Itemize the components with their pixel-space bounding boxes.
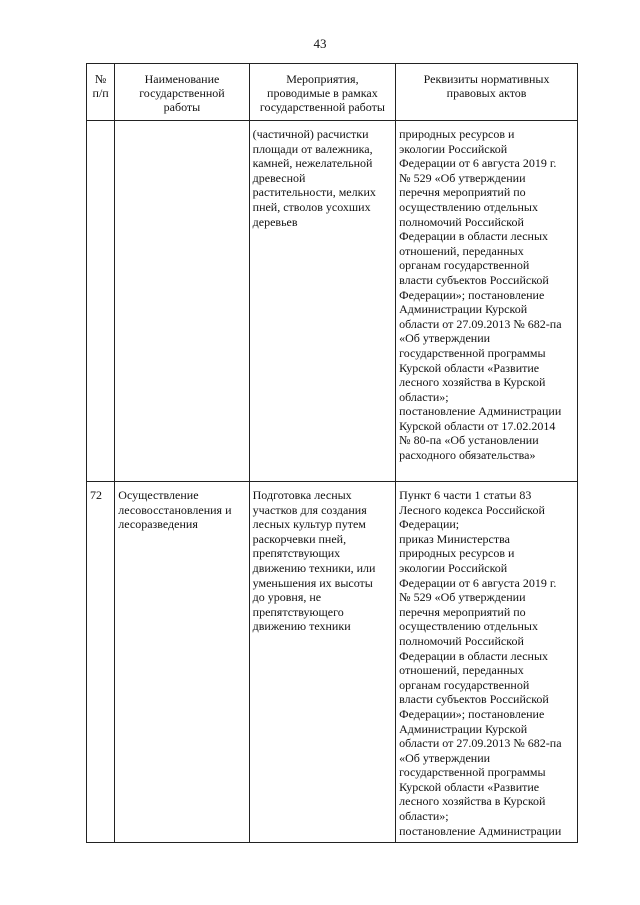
row-name: [115, 121, 249, 482]
header-regulations: Реквизиты нормативных правовых актов: [396, 64, 578, 121]
regulations-table: [86, 63, 578, 843]
row-regulations: природных ресурсов и экологии Российской Федерации от 6 августа 2019 г. № 529 «Об утверждении перечня мероприятий по осуществлению отдельных полномочий Российской Федерации в области лесных отношений, переданных органам государственной власти субъектов Российской Федерации»; постановление Администрации Курской области от 27.09.2013 № 682-па «Об утверждении государственной программы Курской области «Развитие лесного хозяйства в Курской области»; постановление Администрации Курской области от 17.02.2014 № 80-па «Об установлении расходного обязательства»: [396, 121, 578, 482]
row-regulations: Пункт 6 части 1 статьи 83 Лесного кодекса Российской Федерации; приказ Министерства природных ресурсов и экологии Российской Федерации от 6 августа 2019 г. № 529 «Об утверждении перечня мероприятий по осуществлению отдельных полномочий Российской Федерации в области лесных отношений, переданных органам государственной власти субъектов Российской Федерации»; постановление Администрации Курской области от 27.09.2013 № 682-па «Об утверждении государственной программы Курской области «Развитие лесного хозяйства в Курской области»; постановление Администрации: [396, 482, 578, 843]
row-name: Осуществление лесовосстановления и лесоразведения: [115, 482, 249, 843]
table-header-row: [87, 64, 578, 121]
row-num: 72: [87, 482, 115, 843]
table-row: [87, 121, 578, 482]
row-num: [87, 121, 115, 482]
row-activities: (частичной) расчистки площади от валежника, камней, нежелательной древесной растительности, мелких пней, стволов усохших деревьев: [249, 121, 395, 482]
row-activities: Подготовка лесных участков для создания лесных культур путем раскорчевки пней, препятствующих движению техники, или уменьшения их высоты до уровня, не препятствующего движению техники: [249, 482, 395, 843]
header-num: № п/п: [87, 64, 115, 121]
header-name: Наименование государственной работы: [115, 64, 249, 121]
page-number: 43: [313, 36, 327, 51]
table-row: [87, 482, 578, 843]
header-activities: Мероприятия, проводимые в рамках государственной работы: [249, 64, 395, 121]
